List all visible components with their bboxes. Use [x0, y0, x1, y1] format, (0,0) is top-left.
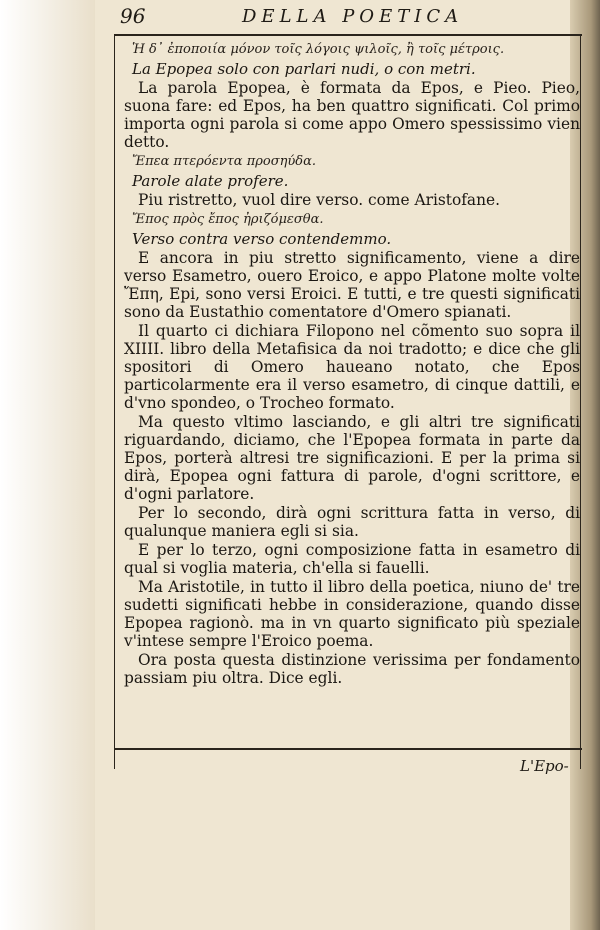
italian-translation: Verso contra verso contendemmo. — [132, 230, 392, 248]
paragraph: Il quarto ci dichiara Filopono nel cõmento suo sopra il XIIII. libro della Metafisica da noi tradotto; e dice che gli spositori di Omero haueano notato, che Epos particolarmente era il verso esametro, di cinque dattili, e d'vno spondeo, o Trocheo formato. — [124, 322, 580, 412]
paragraph: Per lo secondo, dirà ogni scrittura fatta in verso, di qualunque maniera egli si sia. — [124, 504, 580, 540]
running-title: DELLA POETICA — [242, 6, 464, 27]
bottom-rule — [114, 748, 582, 750]
paragraph: Ma Aristotile, in tutto il libro della poetica, niuno de' tre sudetti significati hebbe in considerazione, quando disse Epopea ragionò. ma in vn quarto significato più speziale v'intese sempre l'Eroico poema. — [124, 578, 580, 650]
paragraph: La parola Epopea, è formata da Epos, e Pieo. Pieo, suona fare: ed Epos, ha ben quattro significati. Col primo importa ogni parola si come appo Omero spessissimo vien detto. — [124, 79, 580, 151]
paragraph: Ma questo vltimo lasciando, e gli altri tre significati riguardando, diciamo, che l'Epopea formata in parte da Epos, porterà altresi tre significazioni. E per la prima si dirà, Epopea ogni fattura di parole, d'ogni scrittore, e d'ogni parlatore. — [124, 413, 580, 503]
paragraph: E ancora in piu stretto significamento, viene a dire verso Esametro, ouero Eroico, e appo Platone molte volte Ἔπη, Epi, sono versi Eroici. E tutti, e tre questi significati sono da Eustathio comentatore d'Omero spianati. — [124, 249, 580, 321]
italian-translation: La Epopea solo con parlari nudi, o con metri. — [132, 60, 476, 78]
page-number: 96 — [120, 4, 146, 28]
paragraph: Ora posta questa distinzione verissima per fondamento passiam piu oltra. Dice egli. — [124, 651, 580, 687]
page-margin — [0, 0, 95, 930]
italian-translation: Parole alate profere. — [132, 172, 289, 190]
greek-quotation: Ἡ δ᾽ ἐποποιία μόνον τοῖς λόγοις ψιλοῖς, ἢ τοῖς μέτροις. — [132, 42, 505, 57]
paragraph: E per lo terzo, ogni composizione fatta in esametro di qual si voglia materia, ch'ella si fauelli. — [124, 541, 580, 577]
text-block — [124, 40, 580, 688]
paragraph: Piu ristretto, vuol dire verso. come Aristofane. — [138, 191, 500, 209]
greek-quotation: Ἔπεα πτερόεντα προσηύδα. — [132, 154, 317, 169]
catchword: L'Epo- — [520, 757, 569, 775]
left-frame-rule — [114, 34, 115, 769]
top-rule — [114, 34, 582, 36]
page-header — [112, 4, 582, 34]
greek-quotation: Ἔπος πρὸς ἔπος ἠριζόμεσθα. — [132, 212, 324, 227]
right-frame-rule — [580, 34, 581, 769]
